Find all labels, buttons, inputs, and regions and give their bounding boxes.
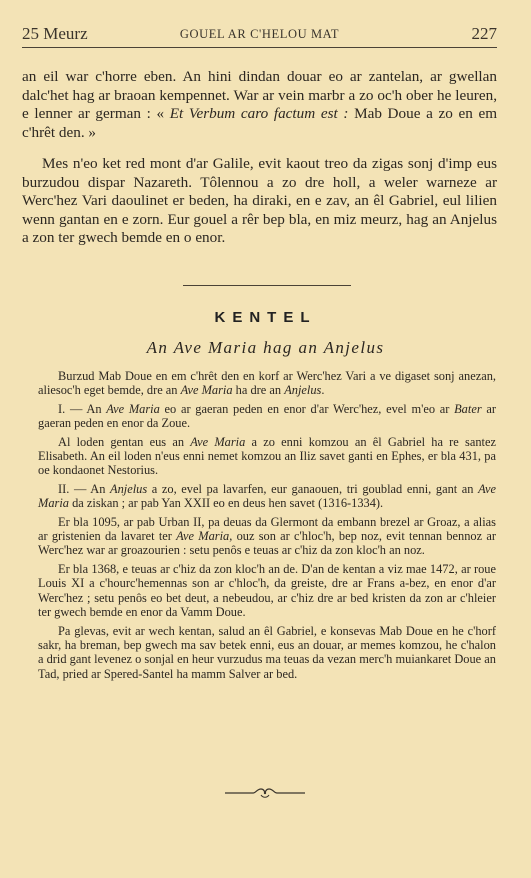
lesson-paragraph-4: [38, 482, 496, 511]
s1-text-c: .: [321, 383, 325, 398]
lesson-paragraph-3: [38, 435, 496, 478]
header-rule: [22, 47, 497, 48]
s2-text: I. — An: [58, 401, 107, 416]
lesson-text: [38, 369, 496, 685]
ornament-icon: [225, 786, 305, 800]
s1-italic-b: Anjelus: [284, 383, 322, 398]
s2-text-b: eo ar gaeran peden en enor d'ar Werc'hez, evel m'eo ar: [159, 401, 455, 416]
lesson-paragraph-6: Er bla 1368, e teuas ar c'hiz da zon kloc'h an de. D'an de kentan a viz mae 1472, ar roue Louis XI a c'hourc'hemennas son ar c'hloc'h, da greiste, dre ar Frans a-bez, en enor d'ar Werc'hez ; setu penôs eo bet deut, a nebeudou, ar c'hiz dre ar bed kristen da zon ar c'hleier ter gwech bemde en enor da Vamm Doue.: [38, 561, 496, 620]
s4-text: II. — An: [58, 481, 111, 496]
p1-italic: Et Verbum caro factum est :: [169, 105, 349, 122]
s5-text: Er bla 1095, ar pab Urban II, pa deuas da Glermont da embann brezel ar Groaz, a alias ar gristenien da lavaret ter: [38, 514, 496, 544]
s3-text: Al loden gentan eus an: [58, 434, 191, 449]
s1-italic: Ave Maria: [180, 383, 233, 398]
paragraph-1: [22, 68, 497, 142]
s4-text-c: da ziskan ; ar pab Yan XXII eo en deus hen savet (1316-1334).: [68, 496, 384, 511]
header-date: 25 Meurz: [22, 24, 88, 43]
s4-italic: Anjelus: [110, 481, 148, 496]
s1-text-b: ha dre an: [232, 383, 285, 398]
s2-italic-b: Bater: [454, 401, 482, 416]
lesson-paragraph-7: Pa glevas, evit ar wech kentan, salud an êl Gabriel, e konsevas Mab Doue en he c'horf sakr, ha breman, bep gwech ma sav betek enni, eus an douar, ar memes komzou, he c'halon a drid gant levenez o sonjal en heur vurzudus ma teuas da vezan merc'h muiankaret Doue an Tad, pried ar Spered-Santel ha mamm Salver ar bed.: [38, 623, 496, 681]
paragraph-2: Mes n'eo ket red mont d'ar Galile, evit kaout treo da zigas sonj d'imp eus burzudou dispar Nazareth. Tôlennou a zo dre holl, a weler warneze ar Werc'hez Vari daoulinet er beden, ha diraki, en e zav, an êl Gabriel, eul lilien wenn gantan en e zorn. Eur gouel a rêr bep bla, en miz meurz, hag an Anjelus a zon ter gwech bemde en o enor.: [22, 155, 497, 246]
s5-italic: Ave Maria: [176, 529, 230, 544]
section-subtitle: An Ave Maria hag an Anjelus: [146, 338, 385, 357]
section-divider: [183, 285, 351, 286]
p1-text-b: Mab Doue a zo en em c'hrêt den. »: [22, 105, 498, 141]
s5-text-b: , ouz son ar c'hloc'h, bep noz, evit tennan bennoz ar Werc'hez war ar groazourien : setu penôs e teuas ar c'hiz da zon kloc'h an noz.: [38, 529, 496, 558]
s3-italic: Ave Maria: [190, 434, 246, 449]
header-title: GOUEL AR C'HELOU MAT: [179, 27, 340, 41]
section-title: KENTEL: [214, 309, 317, 326]
s4-italic-b: Ave Maria: [38, 481, 496, 511]
s1-text: Burzud Mab Doue en em c'hrêt den en korf ar Werc'hez Vari a ve digaset sonj anezan, aliesoc'h eget bemde, dre an: [38, 369, 496, 398]
p1-text-a: an eil war c'horre eben. An hini dindan douar eo ar zantelan, ar gwellan dalc'het hag ar braoan kempennet. War ar vein marbr a zo oc'h ober he leuren, e lenner ar german : «: [22, 68, 497, 122]
lesson-paragraph-5: [38, 515, 496, 558]
running-header: [22, 24, 497, 46]
s4-text-b: a zo, evel pa lavarfen, eur ganaouen, tri goublad enni, gant an: [147, 481, 479, 496]
s3-text-b: a zo enni komzou an êl Gabriel ha re santez Elisabeth. An eil loden n'eus enni nemet komzou an Iliz savet ganti en Ephes, er bla 431, pa oe kondaonet Nestorius.: [38, 434, 496, 478]
s2-italic: Ave Maria: [106, 401, 160, 416]
page-number: 227: [471, 24, 497, 43]
s2-text-c: ar gaeran peden en enor da Zoue.: [38, 401, 496, 431]
lesson-paragraph-1: [38, 369, 496, 398]
lesson-paragraph-2: [38, 402, 496, 431]
